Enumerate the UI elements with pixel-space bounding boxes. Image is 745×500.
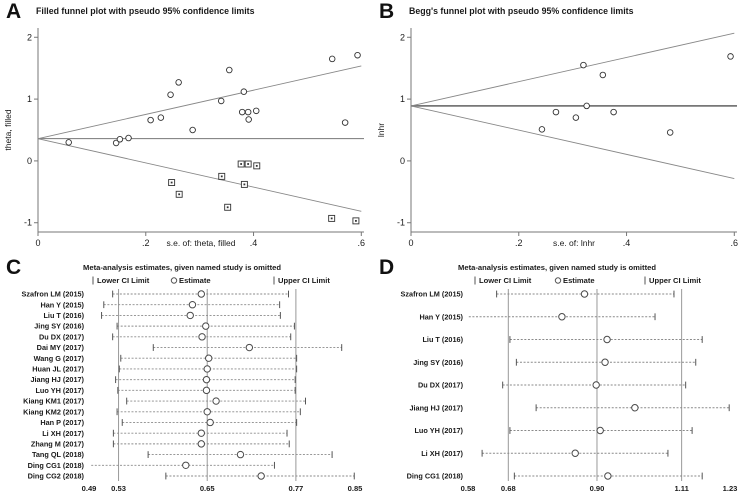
study-label: Kiang KM1 (2017) xyxy=(23,396,84,406)
study-point-circle xyxy=(253,108,259,114)
y-tick-label: 0 xyxy=(26,155,32,166)
x-tick-label: 0 xyxy=(408,238,414,248)
study-label: Szafron LM (2015) xyxy=(21,289,84,299)
estimate-marker xyxy=(213,398,219,404)
study-row xyxy=(34,322,294,331)
panel-a-filled-funnel-plot xyxy=(0,0,372,250)
study-row xyxy=(42,429,287,438)
x-tick-label: 0.85 xyxy=(347,484,363,493)
x-tick-label: 0.53 xyxy=(111,484,126,493)
filled-study-point-dot xyxy=(256,165,258,167)
filled-study-point-dot xyxy=(355,220,357,222)
study-label: Kiang KM2 (2017) xyxy=(23,407,84,417)
study-point-circle xyxy=(329,56,335,62)
study-row xyxy=(40,300,279,309)
funnel-lines xyxy=(411,33,737,178)
filled-funnel-plot xyxy=(0,0,372,250)
lower-ci-limit-line xyxy=(411,106,734,179)
study-row xyxy=(407,472,703,481)
panel-d-sensitivity-forest-plot xyxy=(373,250,745,500)
study-row xyxy=(23,397,305,406)
study-row xyxy=(40,418,296,427)
study-label: Jing SY (2016) xyxy=(34,321,84,331)
y-axis-label: lnhr xyxy=(376,122,386,138)
x-tick-label: .2 xyxy=(142,238,150,248)
estimate-marker xyxy=(237,451,243,457)
x-tick-label: .4 xyxy=(249,238,258,248)
study-point-circle xyxy=(148,117,154,123)
estimate-marker xyxy=(199,334,205,340)
study-point-circle xyxy=(611,109,617,115)
study-row xyxy=(32,450,332,459)
estimate-marker xyxy=(207,419,213,425)
x-axis-label: s.e. of: theta, filled xyxy=(166,238,236,248)
study-row xyxy=(414,426,692,435)
study-label: Jiang HJ (2017) xyxy=(409,403,463,413)
y-axis-label: theta, filled xyxy=(3,109,13,151)
panel-letter-c: C xyxy=(6,256,22,279)
study-row xyxy=(39,332,291,341)
study-label: Li XH (2017) xyxy=(42,428,84,438)
study-row xyxy=(31,439,289,448)
x-tick-label: .6 xyxy=(730,238,739,248)
study-point-circle xyxy=(246,117,252,123)
study-label: Jing SY (2016) xyxy=(413,357,463,367)
legend xyxy=(475,276,701,285)
study-point-circle xyxy=(667,130,673,136)
y-tick-label: 2 xyxy=(26,32,32,43)
axes xyxy=(24,28,365,248)
study-label: Du DX (2017) xyxy=(417,380,463,390)
x-axis-labels xyxy=(82,484,364,493)
study-point-circle xyxy=(355,52,361,58)
study-row xyxy=(43,311,280,320)
study-row xyxy=(30,375,295,384)
plot-title: Filled funnel plot with pseudo 95% confidence limits xyxy=(36,6,255,16)
study-label: Du DX (2017) xyxy=(38,332,84,342)
study-point-circle xyxy=(342,120,348,126)
x-tick-label: .4 xyxy=(622,238,631,248)
x-tick-label: 0.77 xyxy=(288,484,304,493)
study-point-circle xyxy=(190,127,196,133)
estimate-marker xyxy=(203,387,209,393)
study-label: Jiang HJ (2017) xyxy=(30,375,84,385)
study-label: Wang G (2017) xyxy=(33,353,84,363)
estimate-marker xyxy=(198,430,204,436)
study-label: Tang QL (2018) xyxy=(31,450,84,460)
x-tick-label: 0.58 xyxy=(460,484,476,493)
sensitivity-forest-plot-hr xyxy=(373,250,745,500)
study-point-circle xyxy=(245,109,251,115)
x-tick-label: 1.11 xyxy=(674,484,689,493)
study-row xyxy=(401,290,674,299)
x-tick-label: 0 xyxy=(35,238,41,248)
estimate-marker xyxy=(602,359,608,365)
legend-lower-ci-label: Lower CI Limit xyxy=(97,276,150,285)
panel-letter-b: B xyxy=(379,0,395,23)
legend-estimate-label: Estimate xyxy=(179,276,211,285)
study-label: Ding CG2 (2018) xyxy=(27,471,84,481)
study-point-circle xyxy=(600,72,606,78)
x-tick-label: 0.90 xyxy=(589,484,605,493)
filled-study-point-dot xyxy=(221,175,223,177)
estimate-marker xyxy=(258,473,264,479)
study-label: Li XH (2017) xyxy=(421,448,463,458)
x-axis-label: s.e. of: lnhr xyxy=(552,238,596,248)
study-label: Han P (2017) xyxy=(40,418,84,428)
study-row xyxy=(421,449,668,458)
study-point-circle xyxy=(226,67,232,73)
study-point-circle xyxy=(158,115,164,121)
estimate-marker xyxy=(632,405,638,411)
study-label: Ding CG1 (2018) xyxy=(406,471,463,481)
estimate-marker xyxy=(204,409,210,415)
panel-letter-d: D xyxy=(379,256,395,279)
estimate-marker xyxy=(581,291,587,297)
study-row xyxy=(28,472,355,481)
study-point-circle xyxy=(239,109,245,115)
study-row xyxy=(413,358,695,367)
study-label: Liu T (2016) xyxy=(43,311,84,321)
x-tick-label: 0.49 xyxy=(81,484,97,493)
y-tick-label: -1 xyxy=(23,217,32,228)
estimate-legend-glyph xyxy=(171,278,176,283)
study-point-circle xyxy=(539,127,545,133)
legend-lower-ci-label: Lower CI Limit xyxy=(479,276,532,285)
estimate-marker xyxy=(559,314,565,320)
estimate-marker xyxy=(597,427,603,433)
filled-study-point-dot xyxy=(243,184,245,186)
study-point-circle xyxy=(66,140,72,146)
upper-ci-limit-line xyxy=(38,66,361,139)
estimate-marker xyxy=(183,462,189,468)
legend-upper-ci-label: Upper CI Limit xyxy=(649,276,701,285)
study-label: Ding CG1 (2018) xyxy=(27,460,84,470)
plot-title: Meta-analysis estimates, given named study is omitted xyxy=(458,263,656,272)
y-tick-label: 2 xyxy=(399,32,405,43)
filled-study-point-dot xyxy=(331,218,333,220)
study-point-circle xyxy=(241,89,247,95)
lower-ci-limit-line xyxy=(38,139,361,212)
study-row xyxy=(35,386,295,395)
x-axis-labels xyxy=(461,484,738,493)
sensitivity-forest-plot-os xyxy=(0,250,372,500)
y-tick-label: 1 xyxy=(399,94,405,105)
estimate-marker xyxy=(203,323,209,329)
estimate-marker xyxy=(593,382,599,388)
legend xyxy=(93,276,330,285)
panel-letter-a: A xyxy=(6,0,22,23)
study-point-circle xyxy=(117,136,123,142)
filled-study-point-dot xyxy=(227,206,229,208)
study-point-circle xyxy=(218,98,224,104)
filled-study-point-dot xyxy=(171,182,173,184)
study-row xyxy=(34,354,297,363)
plot-title: Begg's funnel plot with pseudo 95% confidence limits xyxy=(409,6,634,16)
plot-title: Meta-analysis estimates, given named study is omitted xyxy=(83,263,281,272)
estimate-marker xyxy=(206,355,212,361)
estimate-marker xyxy=(187,312,193,318)
study-point-circle xyxy=(728,54,734,60)
study-label: Zhang M (2017) xyxy=(30,439,84,449)
study-label: Han Y (2015) xyxy=(40,300,84,310)
beggs-funnel-plot xyxy=(373,0,745,250)
study-point-circle xyxy=(126,135,132,141)
legend-estimate-label: Estimate xyxy=(563,276,595,285)
study-row xyxy=(32,365,296,374)
estimate-marker xyxy=(246,344,252,350)
y-tick-label: -1 xyxy=(396,217,405,228)
x-tick-label: 0.65 xyxy=(199,484,215,493)
study-row xyxy=(22,290,289,299)
upper-ci-limit-line xyxy=(411,33,734,106)
series-circle-points xyxy=(539,54,733,136)
study-label: Szafron LM (2015) xyxy=(400,289,463,299)
study-point-circle xyxy=(581,62,587,68)
study-row xyxy=(28,461,275,470)
study-label: Dai MY (2017) xyxy=(36,343,84,353)
estimate-marker xyxy=(203,376,209,382)
study-label: Huan JL (2017) xyxy=(32,364,84,374)
x-tick-label: .6 xyxy=(357,238,366,248)
filled-study-point-dot xyxy=(240,163,242,165)
reference-lines xyxy=(119,289,296,481)
study-label: Luo YH (2017) xyxy=(35,385,84,395)
funnel-lines xyxy=(38,66,364,211)
study-label: Liu T (2016) xyxy=(422,335,463,345)
estimate-marker xyxy=(572,450,578,456)
y-tick-label: 0 xyxy=(399,155,405,166)
study-row xyxy=(419,312,655,321)
legend-upper-ci-label: Upper CI Limit xyxy=(278,276,330,285)
y-tick-label: 1 xyxy=(26,94,32,105)
filled-study-point-dot xyxy=(247,163,249,165)
filled-study-point-dot xyxy=(178,193,180,195)
estimate-marker xyxy=(604,336,610,342)
estimate-marker xyxy=(198,441,204,447)
estimate-marker xyxy=(198,291,204,297)
study-point-circle xyxy=(584,103,590,109)
x-tick-label: 0.68 xyxy=(500,484,516,493)
estimate-marker xyxy=(189,302,195,308)
study-label: Luo YH (2017) xyxy=(414,426,463,436)
x-tick-label: .2 xyxy=(515,238,523,248)
estimate-marker xyxy=(605,473,611,479)
x-tick-label: 1.23 xyxy=(722,484,738,493)
study-label: Han Y (2015) xyxy=(419,312,463,322)
study-point-circle xyxy=(553,109,559,115)
study-point-circle xyxy=(168,92,174,98)
series-square-points xyxy=(169,161,359,224)
study-row xyxy=(418,381,686,390)
study-point-circle xyxy=(176,80,182,86)
estimate-legend-glyph xyxy=(555,278,560,283)
panel-c-sensitivity-forest-plot xyxy=(0,250,372,500)
study-point-circle xyxy=(573,115,579,121)
study-row xyxy=(422,335,702,344)
estimate-marker xyxy=(204,366,210,372)
study-row xyxy=(23,407,300,416)
axes xyxy=(397,28,738,248)
panel-b-beggs-funnel-plot xyxy=(373,0,745,250)
